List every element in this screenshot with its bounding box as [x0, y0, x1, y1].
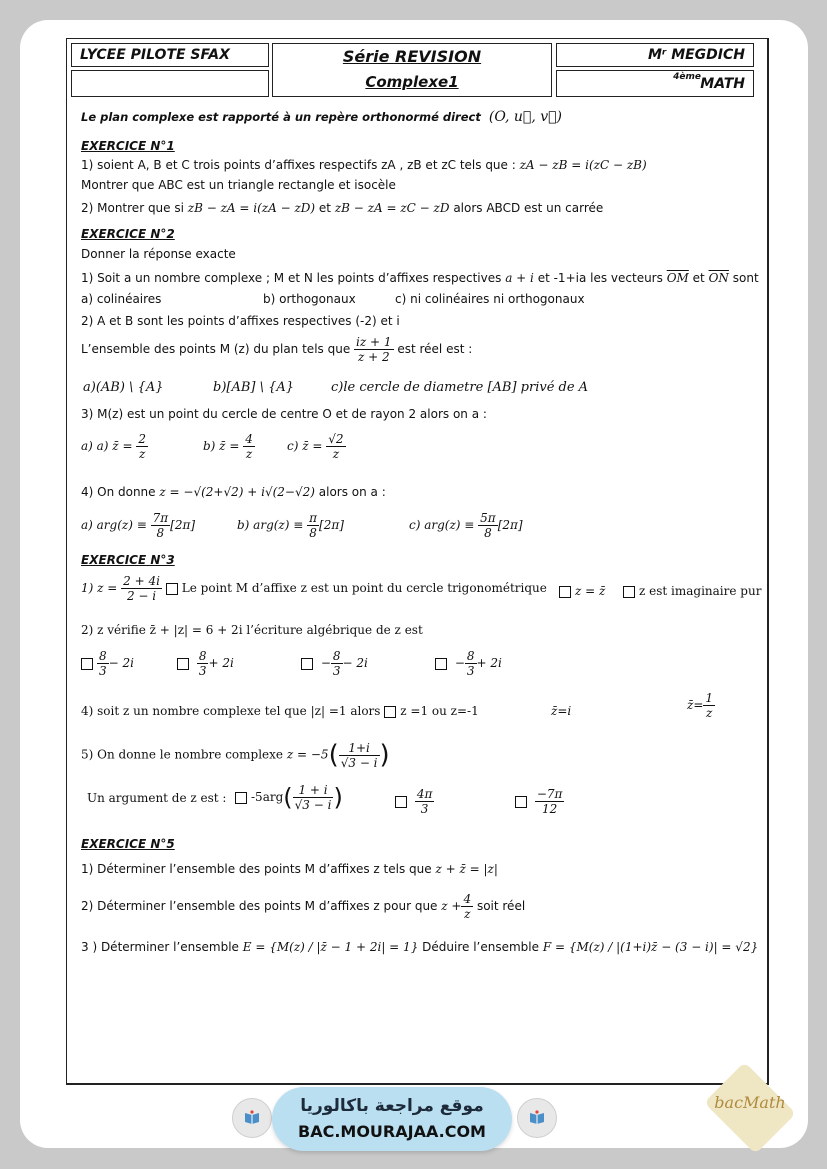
ex5-q1-line — [81, 862, 498, 876]
ex5-q2-line — [81, 892, 525, 921]
intro-math: (O, u⃗, v⃗) — [488, 109, 562, 125]
ex1-q2-et: et — [318, 201, 332, 215]
ex3-q1-opt2: z = z̄ — [575, 584, 606, 598]
option-suffix: − 2i — [108, 656, 134, 670]
ex2-q1-et: et — [692, 271, 705, 285]
ex3-q1-opt3: z est imaginaire pur — [639, 584, 762, 598]
ex1-q2-end: alors ABCD est un carrée — [453, 201, 604, 215]
ex3-q1-line — [81, 574, 547, 603]
ex3-q2-opt4 — [435, 649, 502, 678]
ex2-instruction: Donner la réponse exacte — [81, 247, 236, 261]
ex2-q2-opt-b: b)[AB] \ {A} — [213, 380, 295, 395]
frac-denominator: 3 — [466, 664, 475, 678]
ex5-q3-line — [81, 940, 758, 954]
exercise-content — [67, 39, 767, 1083]
frac-denominator: z — [332, 447, 340, 461]
frac-numerator: 1 — [705, 691, 714, 705]
frac-numerator: 2 — [138, 432, 146, 446]
ex5-q3-text2: Déduire l’ensemble — [422, 940, 539, 954]
class-name: MATH — [700, 76, 745, 92]
frac-denominator: 8 — [484, 526, 492, 540]
option-suffix: [2π] — [319, 518, 344, 532]
frac-numerator: 4π — [416, 787, 433, 801]
checkbox-opt3[interactable] — [623, 586, 635, 598]
bacmath-logo-text: bacMath — [714, 1093, 786, 1112]
ex5-q3-math1: E = {M(z) / |z̄ − 1 + 2i| = 1} — [242, 940, 419, 954]
frac-numerator: π — [309, 511, 318, 525]
ex1-q2-math1: zB − zA = i(zA − zD) — [187, 201, 316, 215]
ex3-q5-opt1: -5arg( $\frac{1 + i}{√3 - i}$ ) — [235, 783, 343, 812]
option-prefix: c) z̄ = — [287, 439, 323, 453]
site-banner[interactable] — [272, 1087, 512, 1151]
frac-numerator: 5π — [480, 511, 496, 525]
class-superscript: 4ème — [673, 72, 701, 82]
ex2-q3-opt-b — [203, 432, 255, 461]
vector-on: $\overline{ON}$ — [708, 271, 729, 285]
ex3-q5-answers — [87, 791, 226, 805]
ex2-q2-opt-a: a)(AB) \ {A} — [83, 380, 164, 395]
option-prefix: c) arg(z) ≡ — [409, 518, 475, 532]
ex5-q2-prefix: z + — [441, 899, 462, 913]
ex2-q1-end: sont — [732, 271, 759, 285]
ex3-q4-opt2: z̄=i — [551, 704, 572, 718]
frac-denominator: z — [245, 447, 253, 461]
ex5-title: EXERCICE N°5 — [81, 837, 175, 851]
frac-denominator: 12 — [541, 802, 558, 816]
frac-denominator: 3 — [99, 664, 107, 678]
site-arabic-name: موقع مراجعة باكالوريا — [300, 1096, 484, 1116]
frac-denominator: z — [138, 447, 146, 461]
frac-denominator: z + 2 — [357, 350, 390, 364]
ex3-q5-text: 5) On donne le nombre complexe — [81, 747, 284, 762]
ex2-q2-text2: L’ensemble des points M (z) du plan tels que — [81, 342, 351, 356]
frac-numerator: 8 — [99, 649, 107, 663]
ex3-q1-opt1: Le point M d’affixe z est un point du cercle trigonométrique — [181, 581, 547, 595]
ex3-q4-line — [81, 704, 479, 718]
ex2-q2-text: 2) A et B sont les points d’affixes respectives (-2) et i — [81, 314, 400, 328]
school-name: LYCEE PILOTE SFAX — [80, 47, 230, 63]
ex1-q2-text: 2) Montrer que si — [81, 201, 184, 215]
ex2-q1-opt-c: c) ni colinéaires ni orthogonaux — [395, 292, 585, 306]
ex2-q4-opt-c — [409, 511, 523, 540]
ex3-q5-opt3 — [515, 787, 564, 816]
site-url[interactable]: BAC.MOURAJAA.COM — [298, 1122, 486, 1141]
frac-denominator: 3 — [332, 664, 341, 678]
frac-numerator: 2 + 4i — [123, 574, 160, 588]
ex3-q5-prefix: z = −5 — [286, 747, 329, 762]
ex3-q4-text: 4) soit z un nombre complexe tel que |z| =1 alors — [81, 704, 381, 718]
frac-numerator: 8 — [466, 649, 475, 663]
option-prefix: a) a) z̄ = — [81, 439, 133, 453]
ex3-q5-question: Un argument de z est : — [87, 791, 227, 805]
checkbox[interactable] — [435, 658, 447, 670]
ex1-title: EXERCICE N°1 — [81, 139, 175, 153]
document-page — [66, 38, 769, 1085]
frac-denominator: z — [464, 907, 471, 921]
option-prefix: − — [454, 656, 465, 670]
ex3-q2-text: 2) z vérifie z̄ + |z| = 6 + 2i l’écriture algébrique de z est — [81, 623, 423, 637]
frac-denominator: 8 — [309, 526, 317, 540]
frac-numerator: √2 — [328, 432, 344, 446]
ex1-q2-line — [81, 201, 603, 215]
ex5-q1-text: 1) Déterminer l’ensemble des points M d’affixes z tels que — [81, 862, 432, 876]
ex2-q2-opt-c: c)le cercle de diametre [AB] privé de A — [331, 380, 589, 395]
frac-denominator: √3 − i — [294, 798, 332, 812]
option-suffix: [2π] — [170, 518, 196, 532]
subject-title: Complexe1 — [365, 73, 459, 91]
frac-denominator: z — [706, 706, 713, 720]
frac-numerator: 7π — [152, 511, 169, 525]
checkbox-opt1[interactable] — [166, 583, 178, 595]
option-prefix: − — [320, 656, 331, 670]
frac-denominator: √3 − i — [340, 755, 378, 770]
option-prefix: -5arg — [251, 790, 284, 804]
frac-denominator: 2 − i — [126, 589, 157, 603]
checkbox[interactable] — [384, 706, 396, 718]
ex2-title: EXERCICE N°2 — [81, 227, 175, 241]
ex1-q1-line — [81, 158, 647, 172]
ex2-q4-math: z = −√(2+√2) + i√(2−√2) — [159, 485, 315, 499]
frac-numerator: 1 + i — [293, 783, 334, 798]
frac-numerator: 1+i — [339, 741, 380, 756]
intro-text: Le plan complexe est rapporté à un repère orthonormé direct — [81, 110, 481, 124]
checkbox[interactable] — [395, 796, 407, 808]
ex2-q4-opt-a — [81, 511, 195, 540]
ex3-q2-opt3 — [301, 649, 368, 678]
ex2-q4-line — [81, 485, 386, 499]
ex5-q3-text: 3 ) Déterminer l’ensemble — [81, 940, 239, 954]
option-prefix: z̄= — [687, 698, 704, 712]
frac-numerator: 8 — [332, 649, 341, 663]
checkbox[interactable] — [515, 796, 527, 808]
frac-denominator: 3 — [420, 802, 429, 816]
option-suffix: [2π] — [497, 518, 523, 532]
book-icon — [244, 1110, 260, 1124]
ex1-q2-math2: zB − zA = zC − zD — [334, 201, 450, 215]
option-suffix: + 2i — [476, 656, 502, 670]
ex2-q1-line — [81, 271, 759, 285]
ex2-q3-opt-c — [287, 432, 346, 461]
vector-om: $\overline{OM}$ — [666, 271, 689, 285]
frac-numerator: −7π — [536, 787, 563, 801]
frac-numerator: 4 — [245, 432, 253, 446]
checkbox-opt2[interactable] — [559, 586, 571, 598]
right-logo-circle — [517, 1098, 557, 1138]
ex2-q4-opt-b — [237, 511, 344, 540]
checkbox[interactable] — [177, 658, 189, 670]
ex2-q2-line — [81, 335, 472, 364]
option-prefix: b) arg(z) ≡ — [237, 518, 304, 532]
ex2-q2-fraction — [354, 335, 393, 364]
option-prefix: b) z̄ = — [203, 439, 240, 453]
ex3-q4-opt1: z =1 ou z=-1 — [400, 704, 479, 718]
ex3-q1-prefix: 1) z = — [81, 581, 118, 595]
frac-numerator: 4 — [463, 892, 472, 906]
ex2-q1-text: 1) Soit a un nombre complexe ; M et N les points d’affixes respectives — [81, 271, 502, 285]
option-suffix: + 2i — [208, 656, 234, 670]
option-prefix: a) arg(z) ≡ — [81, 518, 147, 532]
checkbox[interactable] — [235, 792, 247, 804]
ex5-q1-math: z + z̄ = |z| — [435, 862, 498, 876]
ex3-q2-opt2 — [177, 649, 234, 678]
ex1-q1-math: zA − zB = i(zC − zB) — [519, 158, 647, 172]
ex1-q1-text: 1) soient A, B et C trois points d’affixes respectifs zA , zB et zC tels que : — [81, 158, 516, 172]
ex5-q3-math2: F = {M(z) / |(1+i)z̄ − (3 − i)| = √2} — [542, 940, 759, 954]
ex3-q2-opt1 — [81, 649, 134, 678]
teacher-name: Mʳ MEGDICH — [647, 47, 745, 63]
book-icon — [529, 1110, 545, 1124]
ex2-q3-opt-a — [81, 432, 148, 461]
ex3-q1-opt2-wrap — [559, 584, 605, 598]
ex2-q2-end: est réel est : — [397, 342, 473, 356]
ex2-q3-text: 3) M(z) est un point du cercle de centre O et de rayon 2 alors on a : — [81, 407, 487, 421]
ex5-q2-end: soit réel — [476, 899, 526, 913]
checkbox[interactable] — [81, 658, 93, 670]
frac-denominator: 3 — [198, 664, 207, 678]
left-logo-circle — [232, 1098, 272, 1138]
ex3-title: EXERCICE N°3 — [81, 553, 175, 567]
ex2-q4-text: 4) On donne — [81, 485, 156, 499]
ex3-q4-opt3 — [687, 691, 715, 720]
ex2-q1-opt-b: b) orthogonaux — [263, 292, 356, 306]
frac-denominator: 8 — [156, 526, 165, 540]
ex3-q5-opt2 — [395, 787, 434, 816]
series-title: Série REVISION — [342, 47, 482, 66]
option-suffix: − 2i — [342, 656, 368, 670]
ex2-q1-text2: et -1+ia les vecteurs — [537, 271, 663, 285]
ex2-q1-opt-a: a) colinéaires — [81, 292, 162, 306]
ex2-q4-end: alors on a : — [318, 485, 386, 499]
ex1-q1-task: Montrer que ABC est un triangle rectangle et isocèle — [81, 178, 396, 192]
ex3-q1-opt3-wrap — [623, 584, 761, 598]
intro-line — [81, 109, 562, 125]
ex3-q5-line: 5) On donne le nombre complexe z = −5( $\frac{1+i}{√3 - i}$ ) — [81, 740, 390, 770]
frac-numerator: 8 — [198, 649, 207, 663]
frac-numerator: iz + 1 — [356, 335, 392, 349]
checkbox[interactable] — [301, 658, 313, 670]
ex5-q2-text: 2) Déterminer l’ensemble des points M d’affixes z pour que — [81, 899, 438, 913]
ex2-q1-math: a + i — [505, 271, 534, 285]
